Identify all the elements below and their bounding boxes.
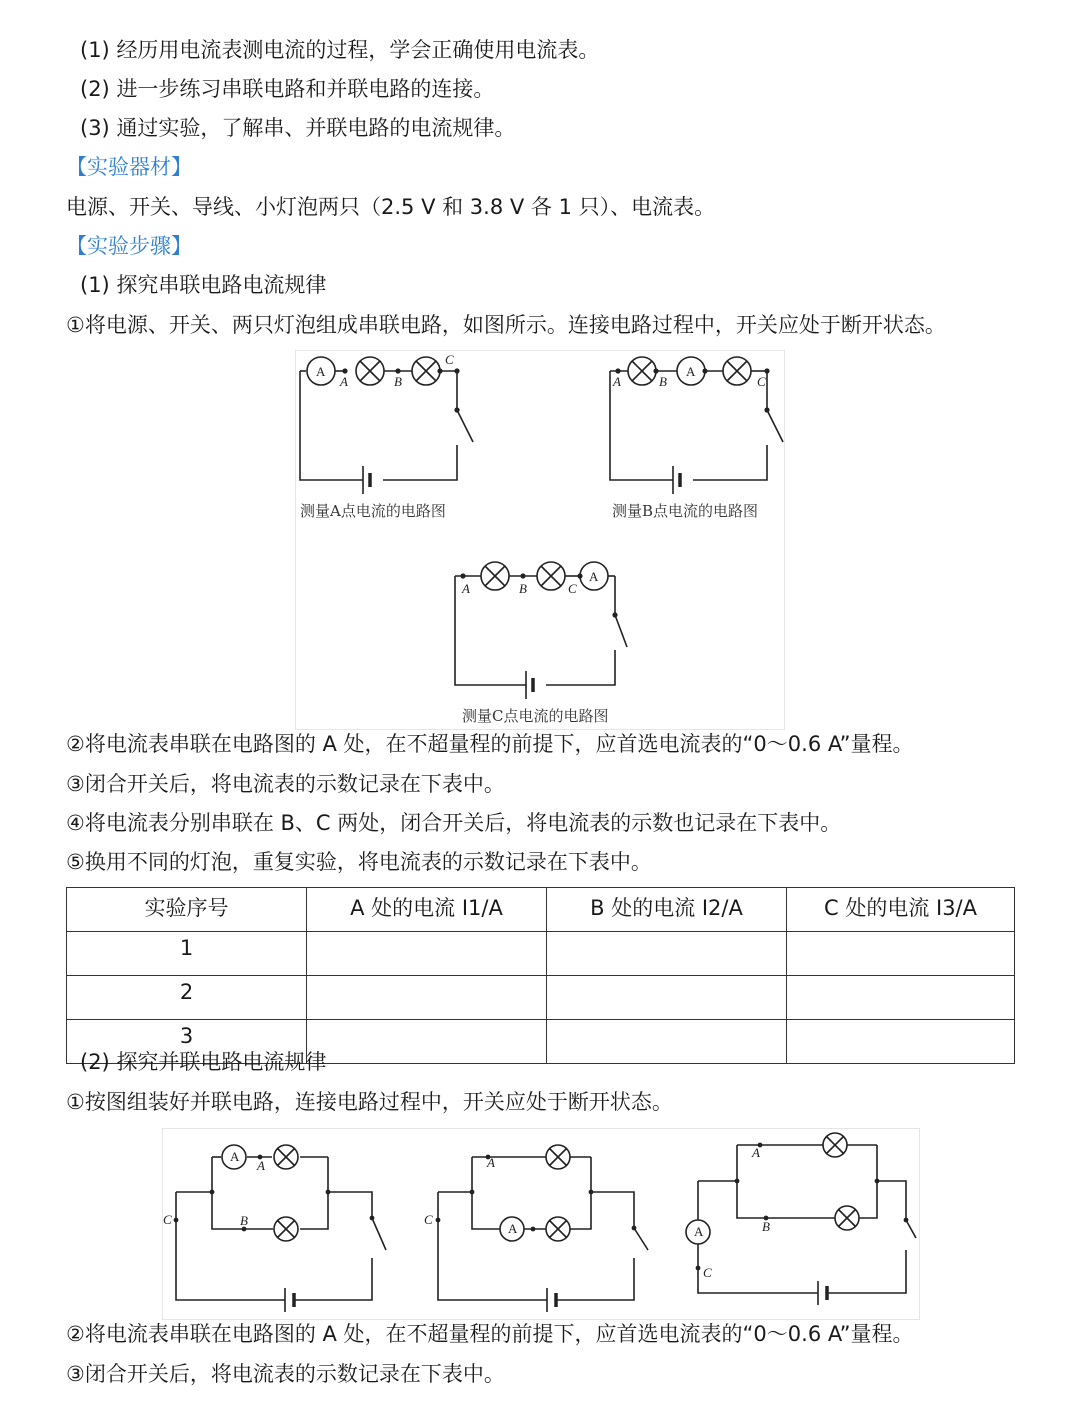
table-cell: [307, 932, 547, 976]
objective-1: (1) 经历用电流表测电流的过程，学会正确使用电流表。: [80, 38, 600, 62]
parallel-step-2: ②将电流表串联在电路图的 A 处，在不超量程的前提下，应首选电流表的“0～0.6 A”量程。: [66, 1322, 914, 1346]
series-circuit-c: [455, 562, 627, 699]
ammeter-letter: A: [589, 569, 599, 584]
point-label-a: A: [340, 374, 348, 389]
point-label-a: A: [487, 1155, 495, 1170]
point-label-a: A: [257, 1158, 265, 1173]
objective-2: (2) 进一步练习串联电路和并联电路的连接。: [80, 77, 495, 101]
point-label-c: C: [757, 374, 766, 389]
table-cell: [307, 976, 547, 1020]
point-label-a: A: [462, 581, 470, 596]
ammeter-letter: A: [508, 1221, 518, 1236]
parallel-title: (2) 探究并联电路电流规律: [80, 1050, 327, 1074]
parallel-circuit-figure: [162, 1128, 920, 1320]
caption-b: 测量B点电流的电路图: [612, 502, 759, 520]
parallel-circuit-b: [438, 1145, 696, 1312]
table-cell: [787, 1020, 1015, 1064]
point-label-b: B: [394, 374, 402, 389]
series-step-3: ③闭合开关后，将电流表的示数记录在下表中。: [66, 772, 505, 796]
series-step-4: ④将电流表分别串联在 B、C 两处，闭合开关后，将电流表的示数也记录在下表中。: [66, 811, 842, 835]
row-index: 1: [67, 932, 307, 976]
point-label-c: C: [445, 352, 454, 367]
parallel-step-1: ①按图组装好并联电路，连接电路过程中，开关应处于断开状态。: [66, 1090, 673, 1114]
point-label-c: C: [424, 1212, 433, 1227]
series-circuit-a: [300, 357, 473, 494]
parallel-circuit-c: [686, 1133, 916, 1305]
table-cell: [547, 976, 787, 1020]
caption-c: 测量C点电流的电路图: [462, 707, 609, 725]
equipment-heading: 【实验器材】: [66, 155, 192, 179]
ammeter-letter: A: [686, 364, 696, 379]
table-cell: [547, 1020, 787, 1064]
row-index: 3: [67, 1020, 307, 1064]
table-cell: [547, 932, 787, 976]
ammeter-letter: A: [316, 364, 326, 379]
point-label-b: B: [240, 1213, 248, 1228]
point-label-b: B: [762, 1219, 770, 1234]
point-label-a: A: [613, 374, 621, 389]
table-row: [67, 932, 1015, 976]
table-cell: [307, 1020, 547, 1064]
point-label-b: B: [519, 581, 527, 596]
objective-3: (3) 通过实验，了解串、并联电路的电流规律。: [80, 116, 516, 140]
series-step-1: ①将电源、开关、两只灯泡组成串联电路，如图所示。连接电路过程中，开关应处于断开状态。: [66, 313, 946, 337]
row-index: 2: [67, 976, 307, 1020]
record-table: [66, 887, 1015, 1064]
point-label-c: C: [163, 1212, 172, 1227]
series-step-5: ⑤换用不同的灯泡，重复实验，将电流表的示数记录在下表中。: [66, 850, 652, 874]
point-label-c: C: [568, 581, 577, 596]
ammeter-letter: A: [694, 1224, 704, 1239]
equipment-text: 电源、开关、导线、小灯泡两只（2.5 V 和 3.8 V 各 1 只）、电流表。: [66, 195, 716, 219]
table-header: C 处的电流 I3/A: [787, 888, 1015, 932]
table-header-row: [67, 888, 1015, 932]
steps-heading: 【实验步骤】: [66, 234, 192, 258]
caption-a: 测量A点电流的电路图: [300, 502, 446, 520]
table-cell: [787, 932, 1015, 976]
table-cell: [787, 976, 1015, 1020]
ammeter-letter: A: [230, 1149, 240, 1164]
table-header: A 处的电流 I1/A: [307, 888, 547, 932]
table-header: 实验序号: [67, 888, 307, 932]
point-label-b: B: [659, 374, 667, 389]
table-header: B 处的电流 I2/A: [547, 888, 787, 932]
series-step-2: ②将电流表串联在电路图的 A 处，在不超量程的前提下，应首选电流表的“0～0.6 A”量程。: [66, 732, 914, 756]
series-title: (1) 探究串联电路电流规律: [80, 273, 327, 297]
table-row: [67, 976, 1015, 1020]
parallel-circuit-a: [176, 1145, 386, 1312]
parallel-step-3: ③闭合开关后，将电流表的示数记录在下表中。: [66, 1362, 505, 1386]
point-label-a: A: [752, 1145, 760, 1160]
point-label-c: C: [703, 1265, 712, 1280]
series-circuit-figure: [295, 350, 785, 730]
